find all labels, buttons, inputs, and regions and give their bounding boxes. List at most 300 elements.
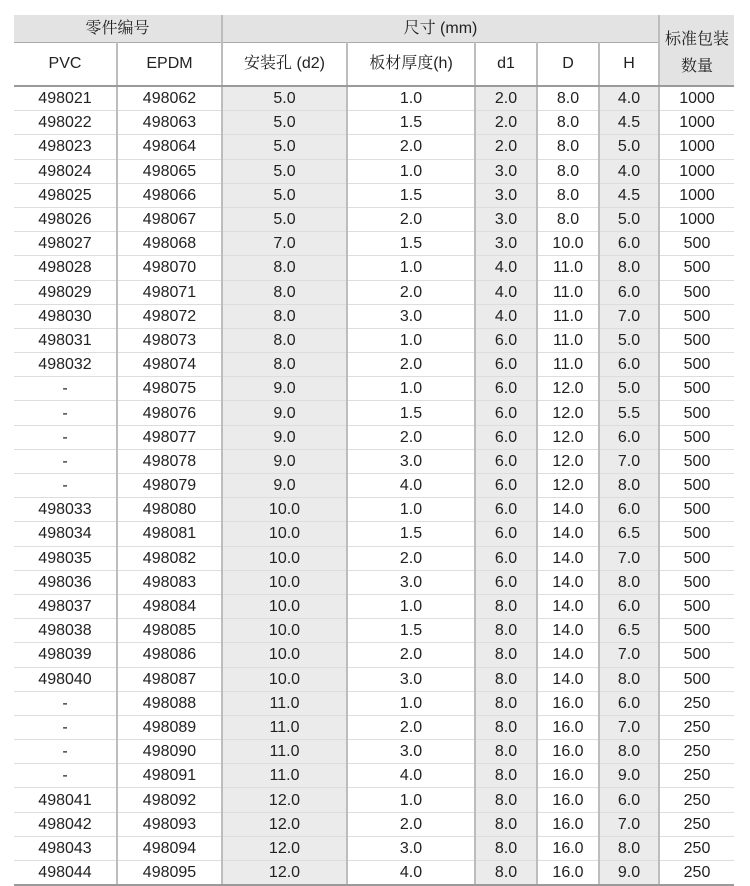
- cell-d: 8.0: [537, 111, 599, 135]
- cell-package-qty: 500: [659, 377, 734, 401]
- cell-d1: 8.0: [475, 691, 537, 715]
- cell-mounting-hole: 10.0: [222, 667, 347, 691]
- header-dimensions: 尺寸 (mm): [222, 15, 659, 43]
- cell-epdm: 498063: [117, 111, 222, 135]
- cell-mounting-hole: 10.0: [222, 522, 347, 546]
- cell-mounting-hole: 11.0: [222, 740, 347, 764]
- cell-panel-thickness: 3.0: [347, 667, 475, 691]
- table-row: [14, 594, 734, 618]
- cell-epdm: 498075: [117, 377, 222, 401]
- cell-package-qty: 250: [659, 691, 734, 715]
- cell-d1: 4.0: [475, 256, 537, 280]
- cell-epdm: 498095: [117, 861, 222, 886]
- cell-d1: 6.0: [475, 328, 537, 352]
- cell-mounting-hole: 9.0: [222, 449, 347, 473]
- cell-panel-thickness: 1.5: [347, 401, 475, 425]
- cell-package-qty: 500: [659, 594, 734, 618]
- cell-pvc: -: [14, 401, 117, 425]
- cell-h: 6.0: [599, 594, 659, 618]
- cell-d1: 2.0: [475, 86, 537, 111]
- cell-panel-thickness: 1.5: [347, 522, 475, 546]
- cell-package-qty: 1000: [659, 207, 734, 231]
- cell-package-qty: 500: [659, 425, 734, 449]
- cell-panel-thickness: 1.0: [347, 159, 475, 183]
- cell-d: 12.0: [537, 425, 599, 449]
- table-row: [14, 135, 734, 159]
- cell-panel-thickness: 1.5: [347, 619, 475, 643]
- cell-mounting-hole: 9.0: [222, 377, 347, 401]
- cell-panel-thickness: 2.0: [347, 546, 475, 570]
- cell-panel-thickness: 1.5: [347, 183, 475, 207]
- cell-mounting-hole: 5.0: [222, 159, 347, 183]
- cell-pvc: 498044: [14, 861, 117, 886]
- header-pvc: PVC: [14, 43, 117, 87]
- cell-mounting-hole: 10.0: [222, 619, 347, 643]
- header-h: H: [599, 43, 659, 87]
- cell-package-qty: 500: [659, 474, 734, 498]
- cell-epdm: 498093: [117, 812, 222, 836]
- table-row: [14, 740, 734, 764]
- cell-h: 7.0: [599, 449, 659, 473]
- cell-mounting-hole: 9.0: [222, 425, 347, 449]
- cell-pvc: 498022: [14, 111, 117, 135]
- cell-d1: 8.0: [475, 836, 537, 860]
- cell-d: 11.0: [537, 353, 599, 377]
- table-row: [14, 256, 734, 280]
- header-panel-thickness: 板材厚度(h): [347, 43, 475, 87]
- table-row: [14, 474, 734, 498]
- cell-panel-thickness: 2.0: [347, 643, 475, 667]
- cell-d1: 8.0: [475, 643, 537, 667]
- cell-h: 5.0: [599, 377, 659, 401]
- cell-panel-thickness: 2.0: [347, 353, 475, 377]
- cell-mounting-hole: 8.0: [222, 256, 347, 280]
- cell-epdm: 498080: [117, 498, 222, 522]
- cell-mounting-hole: 12.0: [222, 836, 347, 860]
- cell-panel-thickness: 2.0: [347, 207, 475, 231]
- cell-d: 12.0: [537, 401, 599, 425]
- cell-panel-thickness: 1.0: [347, 498, 475, 522]
- cell-package-qty: 1000: [659, 86, 734, 111]
- cell-pvc: 498028: [14, 256, 117, 280]
- cell-d: 12.0: [537, 474, 599, 498]
- cell-epdm: 498067: [117, 207, 222, 231]
- header-d: D: [537, 43, 599, 87]
- cell-mounting-hole: 8.0: [222, 280, 347, 304]
- table-row: [14, 159, 734, 183]
- cell-pvc: 498034: [14, 522, 117, 546]
- table-row: [14, 377, 734, 401]
- table-row: [14, 425, 734, 449]
- cell-d1: 3.0: [475, 159, 537, 183]
- cell-d: 14.0: [537, 546, 599, 570]
- cell-d1: 8.0: [475, 740, 537, 764]
- cell-h: 7.0: [599, 715, 659, 739]
- table-row: [14, 861, 734, 886]
- cell-d: 14.0: [537, 643, 599, 667]
- cell-h: 7.0: [599, 304, 659, 328]
- cell-epdm: 498081: [117, 522, 222, 546]
- table-row: [14, 570, 734, 594]
- cell-pvc: 498043: [14, 836, 117, 860]
- cell-epdm: 498085: [117, 619, 222, 643]
- cell-pvc: 498037: [14, 594, 117, 618]
- cell-pvc: -: [14, 740, 117, 764]
- header-part-number: 零件编号: [14, 15, 222, 43]
- cell-epdm: 498086: [117, 643, 222, 667]
- cell-epdm: 498083: [117, 570, 222, 594]
- cell-epdm: 498084: [117, 594, 222, 618]
- cell-epdm: 498071: [117, 280, 222, 304]
- cell-d: 14.0: [537, 570, 599, 594]
- cell-h: 6.0: [599, 353, 659, 377]
- cell-mounting-hole: 10.0: [222, 594, 347, 618]
- table-row: [14, 619, 734, 643]
- cell-package-qty: 250: [659, 836, 734, 860]
- cell-d: 11.0: [537, 256, 599, 280]
- cell-panel-thickness: 3.0: [347, 740, 475, 764]
- cell-d1: 6.0: [475, 570, 537, 594]
- cell-d: 16.0: [537, 764, 599, 788]
- spec-table-container: [14, 15, 734, 886]
- cell-epdm: 498094: [117, 836, 222, 860]
- cell-d1: 6.0: [475, 377, 537, 401]
- table-row: [14, 667, 734, 691]
- cell-pvc: 498042: [14, 812, 117, 836]
- cell-panel-thickness: 3.0: [347, 304, 475, 328]
- cell-panel-thickness: 1.5: [347, 232, 475, 256]
- cell-package-qty: 500: [659, 304, 734, 328]
- cell-epdm: 498087: [117, 667, 222, 691]
- table-row: [14, 401, 734, 425]
- cell-mounting-hole: 5.0: [222, 111, 347, 135]
- cell-d1: 6.0: [475, 546, 537, 570]
- cell-mounting-hole: 12.0: [222, 812, 347, 836]
- cell-panel-thickness: 1.0: [347, 328, 475, 352]
- header-d1: d1: [475, 43, 537, 87]
- cell-panel-thickness: 1.0: [347, 691, 475, 715]
- cell-pvc: 498038: [14, 619, 117, 643]
- cell-pvc: -: [14, 377, 117, 401]
- cell-epdm: 498066: [117, 183, 222, 207]
- cell-mounting-hole: 8.0: [222, 353, 347, 377]
- cell-epdm: 498082: [117, 546, 222, 570]
- table-row: [14, 449, 734, 473]
- cell-h: 4.5: [599, 111, 659, 135]
- table-row: [14, 812, 734, 836]
- cell-d1: 6.0: [475, 401, 537, 425]
- cell-pvc: 498033: [14, 498, 117, 522]
- cell-h: 7.0: [599, 812, 659, 836]
- cell-h: 6.5: [599, 522, 659, 546]
- table-row: [14, 788, 734, 812]
- cell-pvc: 498023: [14, 135, 117, 159]
- cell-h: 6.0: [599, 232, 659, 256]
- cell-epdm: 498073: [117, 328, 222, 352]
- cell-package-qty: 250: [659, 740, 734, 764]
- cell-pvc: -: [14, 764, 117, 788]
- table-row: [14, 546, 734, 570]
- cell-h: 4.5: [599, 183, 659, 207]
- cell-h: 5.5: [599, 401, 659, 425]
- header-standard-package-qty: 标准包装数量: [659, 15, 734, 86]
- header-epdm: EPDM: [117, 43, 222, 87]
- cell-mounting-hole: 9.0: [222, 474, 347, 498]
- cell-pvc: 498021: [14, 86, 117, 111]
- cell-d: 16.0: [537, 715, 599, 739]
- cell-d1: 6.0: [475, 522, 537, 546]
- cell-d1: 4.0: [475, 280, 537, 304]
- cell-epdm: 498068: [117, 232, 222, 256]
- cell-d1: 6.0: [475, 474, 537, 498]
- cell-pvc: 498035: [14, 546, 117, 570]
- table-row: [14, 232, 734, 256]
- cell-pvc: -: [14, 715, 117, 739]
- cell-pvc: 498036: [14, 570, 117, 594]
- cell-d1: 8.0: [475, 594, 537, 618]
- cell-panel-thickness: 3.0: [347, 449, 475, 473]
- cell-panel-thickness: 2.0: [347, 425, 475, 449]
- table-row: [14, 207, 734, 231]
- cell-d1: 6.0: [475, 353, 537, 377]
- cell-h: 4.0: [599, 159, 659, 183]
- cell-pvc: -: [14, 474, 117, 498]
- cell-package-qty: 500: [659, 643, 734, 667]
- cell-pvc: 498041: [14, 788, 117, 812]
- cell-panel-thickness: 1.0: [347, 594, 475, 618]
- cell-panel-thickness: 2.0: [347, 280, 475, 304]
- cell-mounting-hole: 5.0: [222, 207, 347, 231]
- cell-d: 14.0: [537, 619, 599, 643]
- cell-d1: 4.0: [475, 304, 537, 328]
- cell-panel-thickness: 2.0: [347, 715, 475, 739]
- cell-d: 11.0: [537, 280, 599, 304]
- cell-epdm: 498077: [117, 425, 222, 449]
- cell-panel-thickness: 4.0: [347, 764, 475, 788]
- cell-package-qty: 500: [659, 449, 734, 473]
- cell-d: 16.0: [537, 740, 599, 764]
- cell-d: 8.0: [537, 183, 599, 207]
- cell-epdm: 498074: [117, 353, 222, 377]
- cell-d1: 6.0: [475, 425, 537, 449]
- cell-pvc: 498024: [14, 159, 117, 183]
- cell-h: 6.0: [599, 425, 659, 449]
- cell-h: 8.0: [599, 667, 659, 691]
- cell-package-qty: 500: [659, 401, 734, 425]
- cell-package-qty: 250: [659, 764, 734, 788]
- cell-package-qty: 500: [659, 280, 734, 304]
- cell-mounting-hole: 10.0: [222, 570, 347, 594]
- cell-h: 5.0: [599, 207, 659, 231]
- cell-epdm: 498076: [117, 401, 222, 425]
- cell-h: 9.0: [599, 861, 659, 886]
- cell-d: 16.0: [537, 812, 599, 836]
- cell-h: 7.0: [599, 546, 659, 570]
- table-row: [14, 691, 734, 715]
- cell-d: 16.0: [537, 788, 599, 812]
- cell-pvc: 498029: [14, 280, 117, 304]
- cell-h: 8.0: [599, 836, 659, 860]
- cell-epdm: 498078: [117, 449, 222, 473]
- cell-d: 8.0: [537, 159, 599, 183]
- cell-mounting-hole: 11.0: [222, 691, 347, 715]
- cell-mounting-hole: 10.0: [222, 546, 347, 570]
- cell-d: 12.0: [537, 377, 599, 401]
- cell-pvc: 498040: [14, 667, 117, 691]
- cell-panel-thickness: 4.0: [347, 474, 475, 498]
- cell-package-qty: 500: [659, 570, 734, 594]
- cell-mounting-hole: 5.0: [222, 183, 347, 207]
- cell-package-qty: 500: [659, 667, 734, 691]
- cell-d: 10.0: [537, 232, 599, 256]
- table-row: [14, 498, 734, 522]
- cell-d: 14.0: [537, 498, 599, 522]
- table-row: [14, 522, 734, 546]
- cell-epdm: 498062: [117, 86, 222, 111]
- cell-d: 16.0: [537, 691, 599, 715]
- cell-package-qty: 500: [659, 256, 734, 280]
- table-header: [14, 15, 734, 86]
- cell-d: 16.0: [537, 836, 599, 860]
- cell-h: 6.0: [599, 498, 659, 522]
- cell-d: 14.0: [537, 594, 599, 618]
- cell-pvc: 498027: [14, 232, 117, 256]
- cell-package-qty: 500: [659, 353, 734, 377]
- table-row: [14, 715, 734, 739]
- cell-epdm: 498070: [117, 256, 222, 280]
- cell-package-qty: 500: [659, 522, 734, 546]
- cell-d1: 8.0: [475, 861, 537, 886]
- cell-panel-thickness: 1.0: [347, 788, 475, 812]
- cell-mounting-hole: 12.0: [222, 788, 347, 812]
- cell-epdm: 498088: [117, 691, 222, 715]
- cell-d1: 6.0: [475, 498, 537, 522]
- cell-h: 6.0: [599, 788, 659, 812]
- cell-panel-thickness: 4.0: [347, 861, 475, 886]
- cell-package-qty: 500: [659, 619, 734, 643]
- table-row: [14, 643, 734, 667]
- cell-d1: 2.0: [475, 111, 537, 135]
- cell-panel-thickness: 1.0: [347, 256, 475, 280]
- table-row: [14, 836, 734, 860]
- cell-d1: 8.0: [475, 788, 537, 812]
- cell-package-qty: 500: [659, 232, 734, 256]
- cell-d: 14.0: [537, 667, 599, 691]
- cell-mounting-hole: 5.0: [222, 86, 347, 111]
- cell-h: 6.5: [599, 619, 659, 643]
- cell-package-qty: 1000: [659, 183, 734, 207]
- cell-d1: 8.0: [475, 764, 537, 788]
- table-row: [14, 764, 734, 788]
- cell-mounting-hole: 5.0: [222, 135, 347, 159]
- cell-package-qty: 1000: [659, 111, 734, 135]
- spec-table: [14, 15, 734, 886]
- cell-d: 8.0: [537, 86, 599, 111]
- cell-epdm: 498092: [117, 788, 222, 812]
- cell-mounting-hole: 12.0: [222, 861, 347, 886]
- table-row: [14, 328, 734, 352]
- table-row: [14, 86, 734, 111]
- cell-mounting-hole: 10.0: [222, 643, 347, 667]
- cell-package-qty: 250: [659, 788, 734, 812]
- cell-package-qty: 250: [659, 861, 734, 886]
- cell-package-qty: 500: [659, 546, 734, 570]
- cell-mounting-hole: 9.0: [222, 401, 347, 425]
- cell-mounting-hole: 8.0: [222, 304, 347, 328]
- table-body: [14, 86, 734, 885]
- cell-epdm: 498072: [117, 304, 222, 328]
- cell-pvc: 498025: [14, 183, 117, 207]
- cell-d1: 6.0: [475, 449, 537, 473]
- cell-pvc: -: [14, 449, 117, 473]
- cell-epdm: 498090: [117, 740, 222, 764]
- cell-h: 8.0: [599, 474, 659, 498]
- cell-epdm: 498089: [117, 715, 222, 739]
- cell-h: 8.0: [599, 740, 659, 764]
- cell-d1: 2.0: [475, 135, 537, 159]
- cell-package-qty: 250: [659, 715, 734, 739]
- cell-package-qty: 1000: [659, 159, 734, 183]
- cell-d: 11.0: [537, 304, 599, 328]
- cell-d1: 3.0: [475, 207, 537, 231]
- cell-package-qty: 500: [659, 328, 734, 352]
- cell-h: 5.0: [599, 135, 659, 159]
- cell-h: 6.0: [599, 691, 659, 715]
- cell-pvc: -: [14, 425, 117, 449]
- cell-d: 12.0: [537, 449, 599, 473]
- cell-panel-thickness: 3.0: [347, 570, 475, 594]
- cell-panel-thickness: 1.0: [347, 86, 475, 111]
- cell-d1: 3.0: [475, 232, 537, 256]
- table-row: [14, 353, 734, 377]
- cell-h: 8.0: [599, 570, 659, 594]
- table-row: [14, 111, 734, 135]
- cell-panel-thickness: 2.0: [347, 812, 475, 836]
- cell-mounting-hole: 10.0: [222, 498, 347, 522]
- cell-pvc: 498032: [14, 353, 117, 377]
- table-row: [14, 304, 734, 328]
- cell-h: 6.0: [599, 280, 659, 304]
- cell-package-qty: 1000: [659, 135, 734, 159]
- cell-d1: 8.0: [475, 619, 537, 643]
- cell-epdm: 498065: [117, 159, 222, 183]
- cell-pvc: 498026: [14, 207, 117, 231]
- cell-h: 8.0: [599, 256, 659, 280]
- cell-pvc: 498039: [14, 643, 117, 667]
- cell-epdm: 498091: [117, 764, 222, 788]
- cell-epdm: 498079: [117, 474, 222, 498]
- cell-pvc: 498031: [14, 328, 117, 352]
- cell-d: 11.0: [537, 328, 599, 352]
- table-row: [14, 183, 734, 207]
- cell-panel-thickness: 1.5: [347, 111, 475, 135]
- cell-pvc: 498030: [14, 304, 117, 328]
- cell-d: 8.0: [537, 135, 599, 159]
- cell-mounting-hole: 8.0: [222, 328, 347, 352]
- cell-mounting-hole: 11.0: [222, 764, 347, 788]
- cell-d: 14.0: [537, 522, 599, 546]
- cell-d1: 8.0: [475, 715, 537, 739]
- cell-mounting-hole: 7.0: [222, 232, 347, 256]
- cell-d1: 8.0: [475, 812, 537, 836]
- table-row: [14, 280, 734, 304]
- cell-d: 16.0: [537, 861, 599, 886]
- cell-h: 9.0: [599, 764, 659, 788]
- cell-mounting-hole: 11.0: [222, 715, 347, 739]
- cell-pvc: -: [14, 691, 117, 715]
- header-mounting-hole: 安装孔 (d2): [222, 43, 347, 87]
- cell-panel-thickness: 3.0: [347, 836, 475, 860]
